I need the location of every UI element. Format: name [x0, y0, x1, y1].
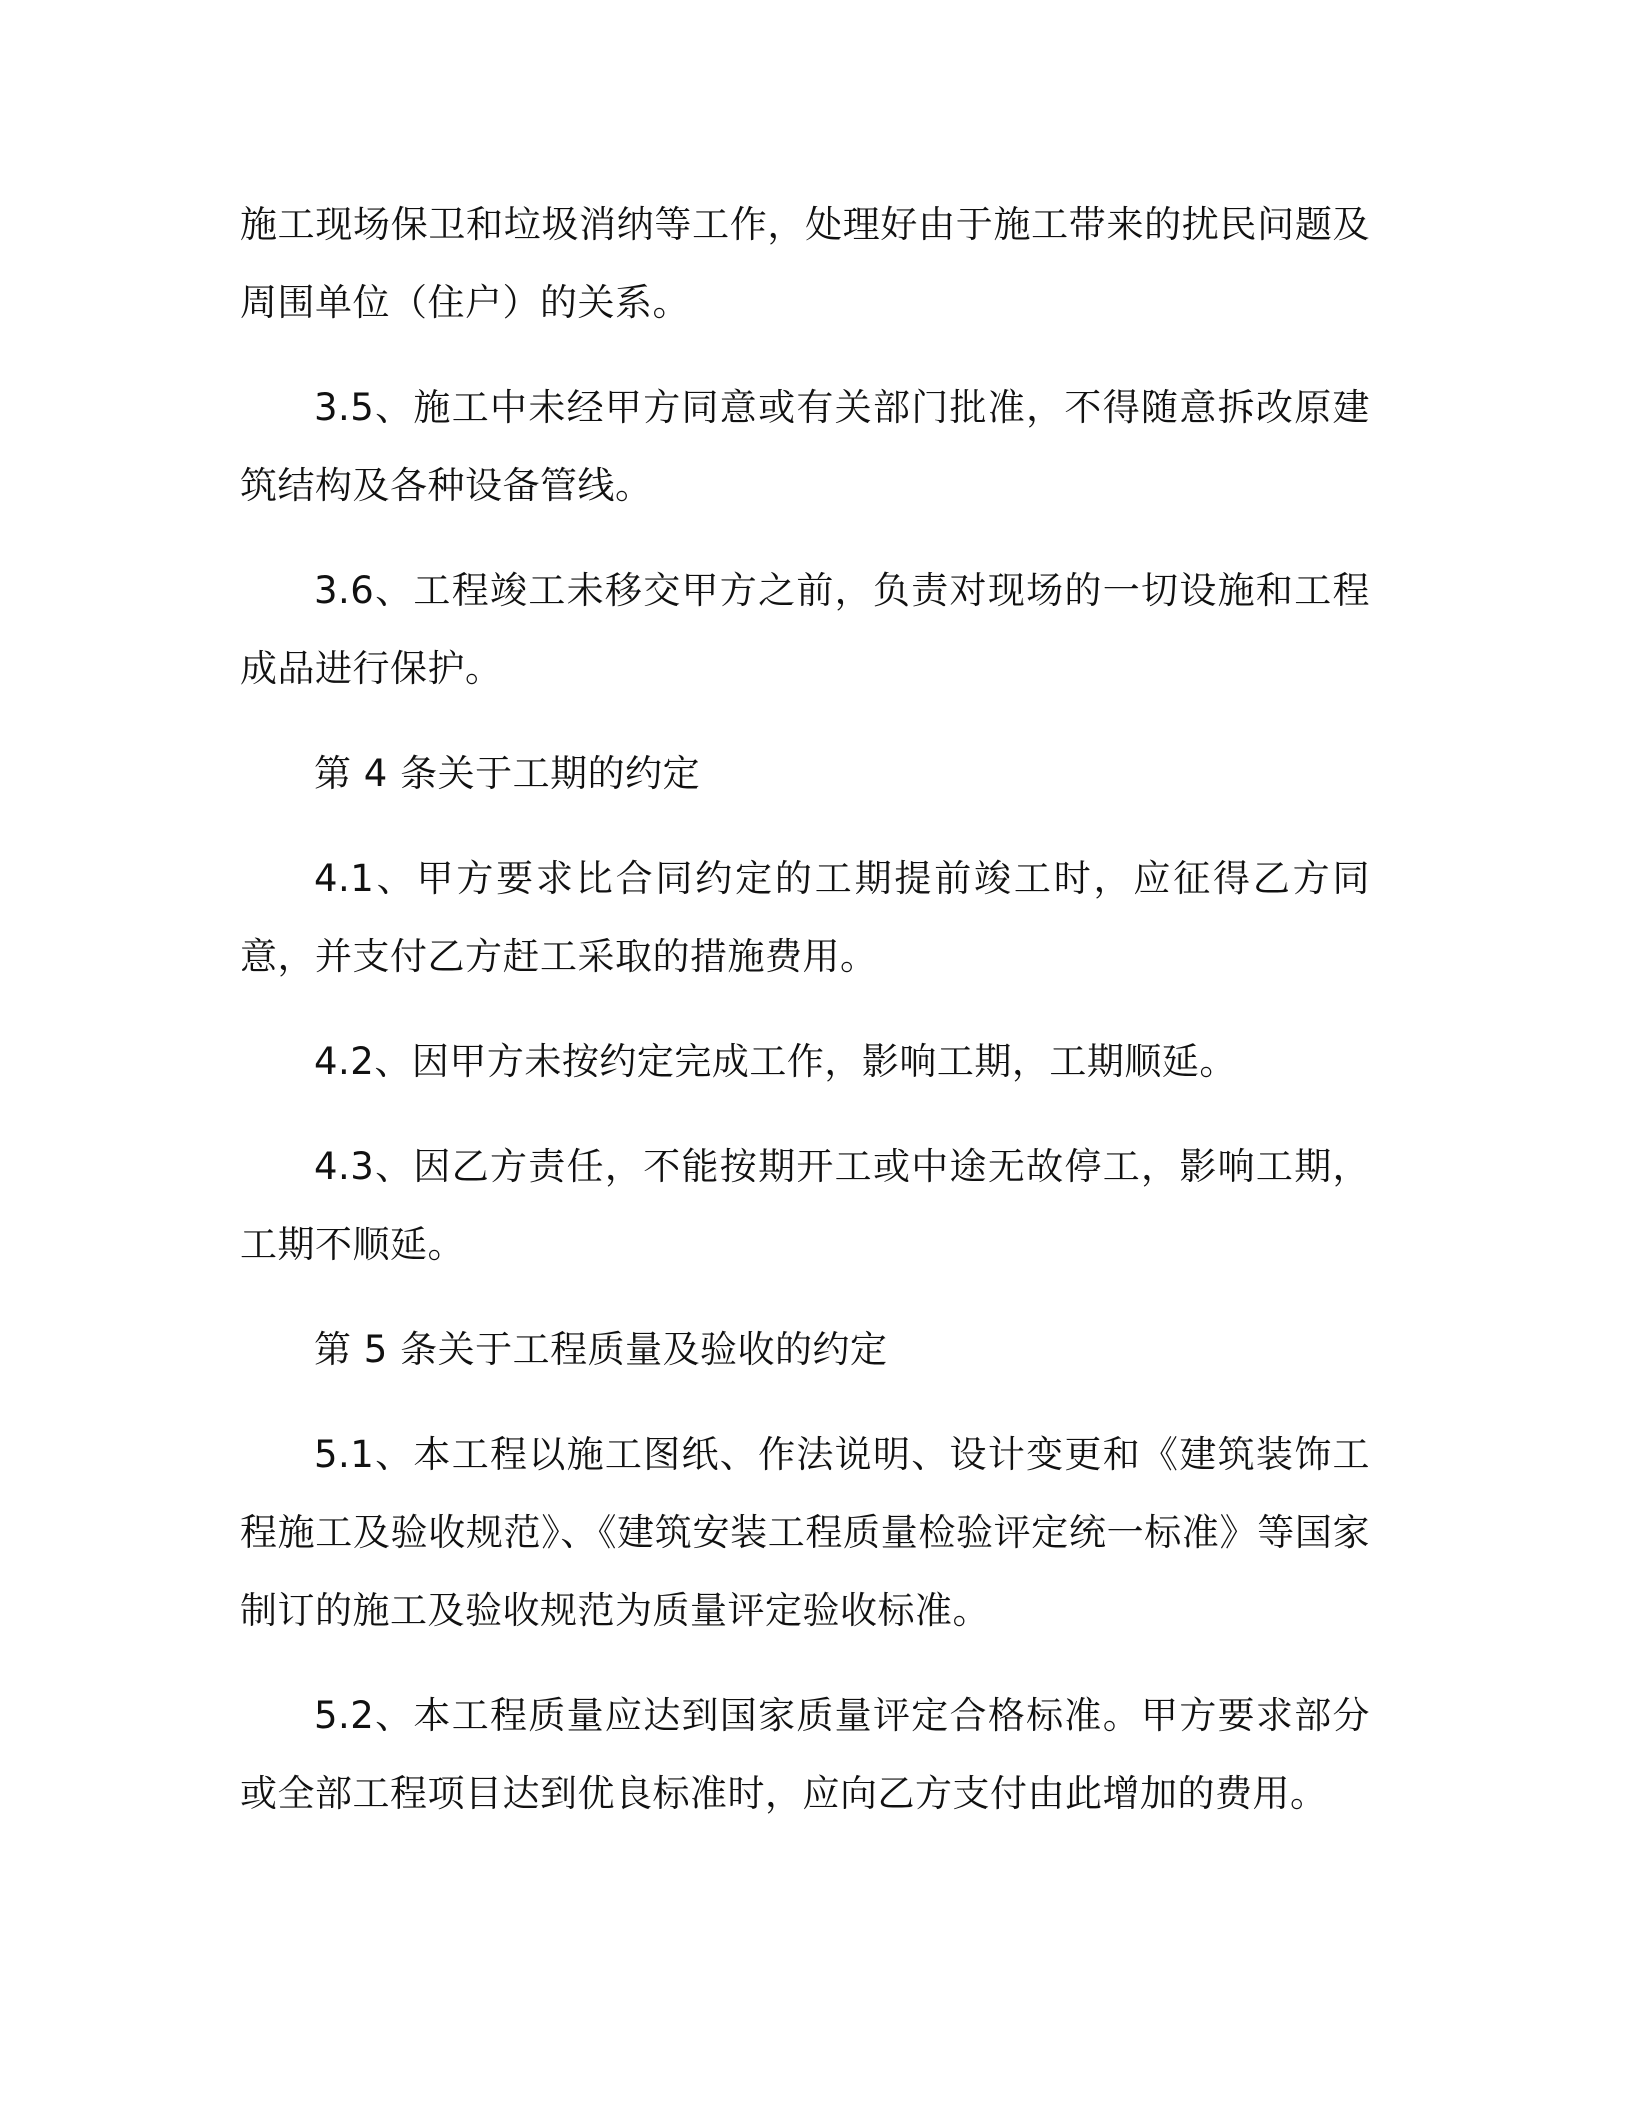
clause-5-1: 5.1、本工程以施工图纸、作法说明、设计变更和《建筑装饰工程施工及验收规范》、《建筑安装工程质量检验评定统一标准》等国家制订的施工及验收规范为质量评定验收标准。	[240, 1433, 1370, 1632]
article-4-heading: 第 4 条关于工期的约定	[314, 752, 701, 795]
clause-4-1: 4.1、甲方要求比合同约定的工期提前竣工时，应征得乙方同意，并支付乙方赶工采取的措施费用。	[240, 857, 1370, 978]
clause-3-5: 3.5、施工中未经甲方同意或有关部门批准，不得随意拆改原建筑结构及各种设备管线。	[240, 386, 1370, 507]
paragraph-continuation: 施工现场保卫和垃圾消纳等工作，处理好由于施工带来的扰民问题及周围单位（住户）的关系。	[240, 203, 1370, 324]
clause-3-6: 3.6、工程竣工未移交甲方之前，负责对现场的一切设施和工程成品进行保护。	[240, 569, 1370, 690]
clause-4-3: 4.3、因乙方责任，不能按期开工或中途无故停工，影响工期，工期不顺延。	[240, 1145, 1370, 1266]
article-5-heading: 第 5 条关于工程质量及验收的约定	[314, 1328, 888, 1371]
clause-4-2: 4.2、因甲方未按约定完成工作，影响工期，工期顺延。	[314, 1040, 1237, 1083]
document-body	[240, 186, 1370, 1833]
clause-5-2: 5.2、本工程质量应达到国家质量评定合格标准。甲方要求部分或全部工程项目达到优良标准时，应向乙方支付由此增加的费用。	[240, 1694, 1370, 1815]
